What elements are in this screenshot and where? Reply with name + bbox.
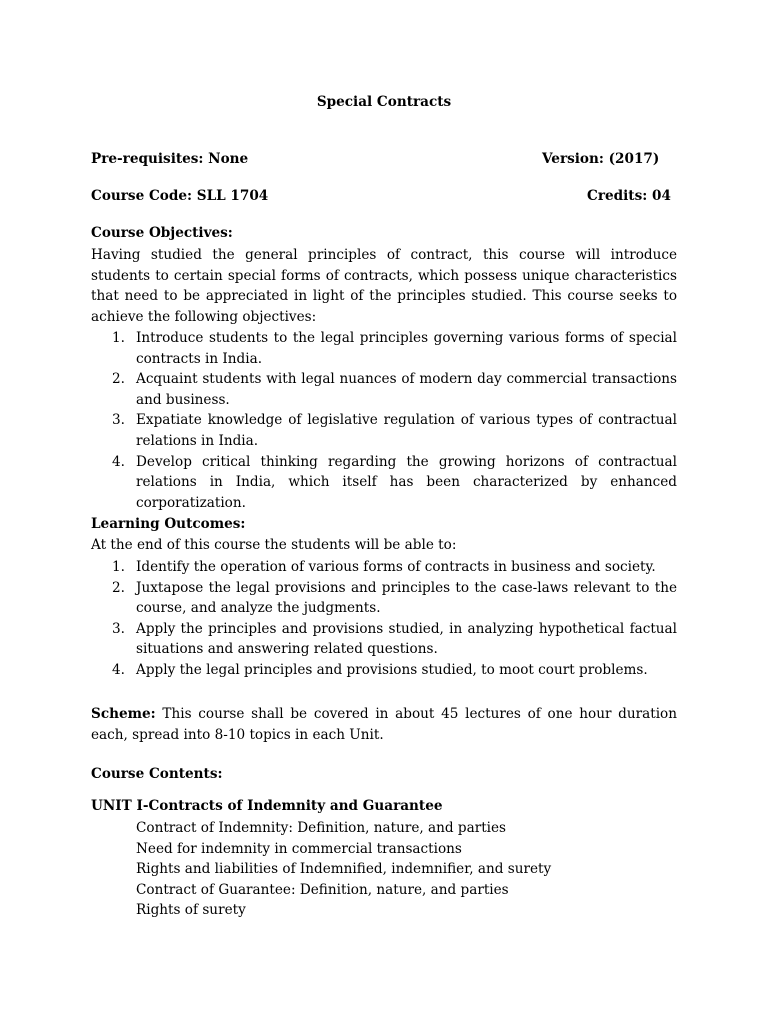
list-item: 4. Develop critical thinking regarding the growing horizons of contractual relations in India, which itself has been characterized by enhanced corporatization.: [112, 453, 677, 511]
objectives-heading: Course Objectives:: [91, 225, 233, 241]
list-item: Rights and liabilities of Indemnified, indemnifier, and surety: [136, 861, 552, 878]
outcomes-intro: At the end of this course the students will be able to:: [91, 537, 457, 553]
list-item: 1. Introduce students to the legal principles governing various forms of special contracts in India.: [112, 330, 677, 367]
course-code: Course Code: SLL 1704: [91, 188, 269, 204]
objectives-intro: Having studied the general principles of contract, this course will introduce students to certain special forms of contracts, which possess unique characteristics that need to be appreciated in light of the principles studied. This course seeks to achieve the following objectives:: [91, 247, 677, 325]
scheme-text: This course shall be covered in about 45 lectures of one hour duration each, spread into 8-10 topics in each Unit.: [91, 706, 677, 743]
unit1-topics: [136, 818, 551, 921]
page-title: Special Contracts: [316, 94, 452, 110]
unit1-heading: UNIT I-Contracts of Indemnity and Guarantee: [91, 798, 443, 814]
list-item: Contract of Indemnity: Definition, nature, and parties: [136, 820, 507, 836]
credits: Credits: 04: [587, 188, 671, 204]
list-item: Rights of surety: [136, 902, 246, 919]
outcomes-heading: Learning Outcomes:: [91, 516, 246, 532]
objectives-list: [91, 328, 677, 513]
scheme-paragraph: [91, 704, 677, 745]
list-item: 2. Acquaint students with legal nuances of modern day commercial transactions and business.: [112, 371, 677, 408]
list-item: 1. Identify the operation of various forms of contracts in business and society.: [112, 559, 656, 575]
list-item: 3. Expatiate knowledge of legislative regulation of various types of contractual relations in India.: [112, 412, 677, 449]
list-item: Need for indemnity in commercial transactions: [136, 840, 462, 857]
list-item: 3. Apply the principles and provisions studied, in analyzing hypothetical factual situations and answering related questions.: [112, 620, 677, 658]
list-item: 2. Juxtapose the legal provisions and principles to the case-laws relevant to the course, and analyze the judgments.: [112, 579, 677, 617]
prerequisites: Pre-requisites: None: [91, 151, 249, 167]
list-item: 4. Apply the legal principles and provisions studied, to moot court problems.: [112, 661, 648, 678]
list-item: Contract of Guarantee: Definition, nature, and parties: [136, 881, 509, 898]
outcomes-list: [91, 557, 677, 681]
contents-heading: Course Contents:: [91, 766, 223, 782]
scheme-label: Scheme:: [91, 706, 156, 722]
version: Version: (2017): [542, 151, 660, 167]
